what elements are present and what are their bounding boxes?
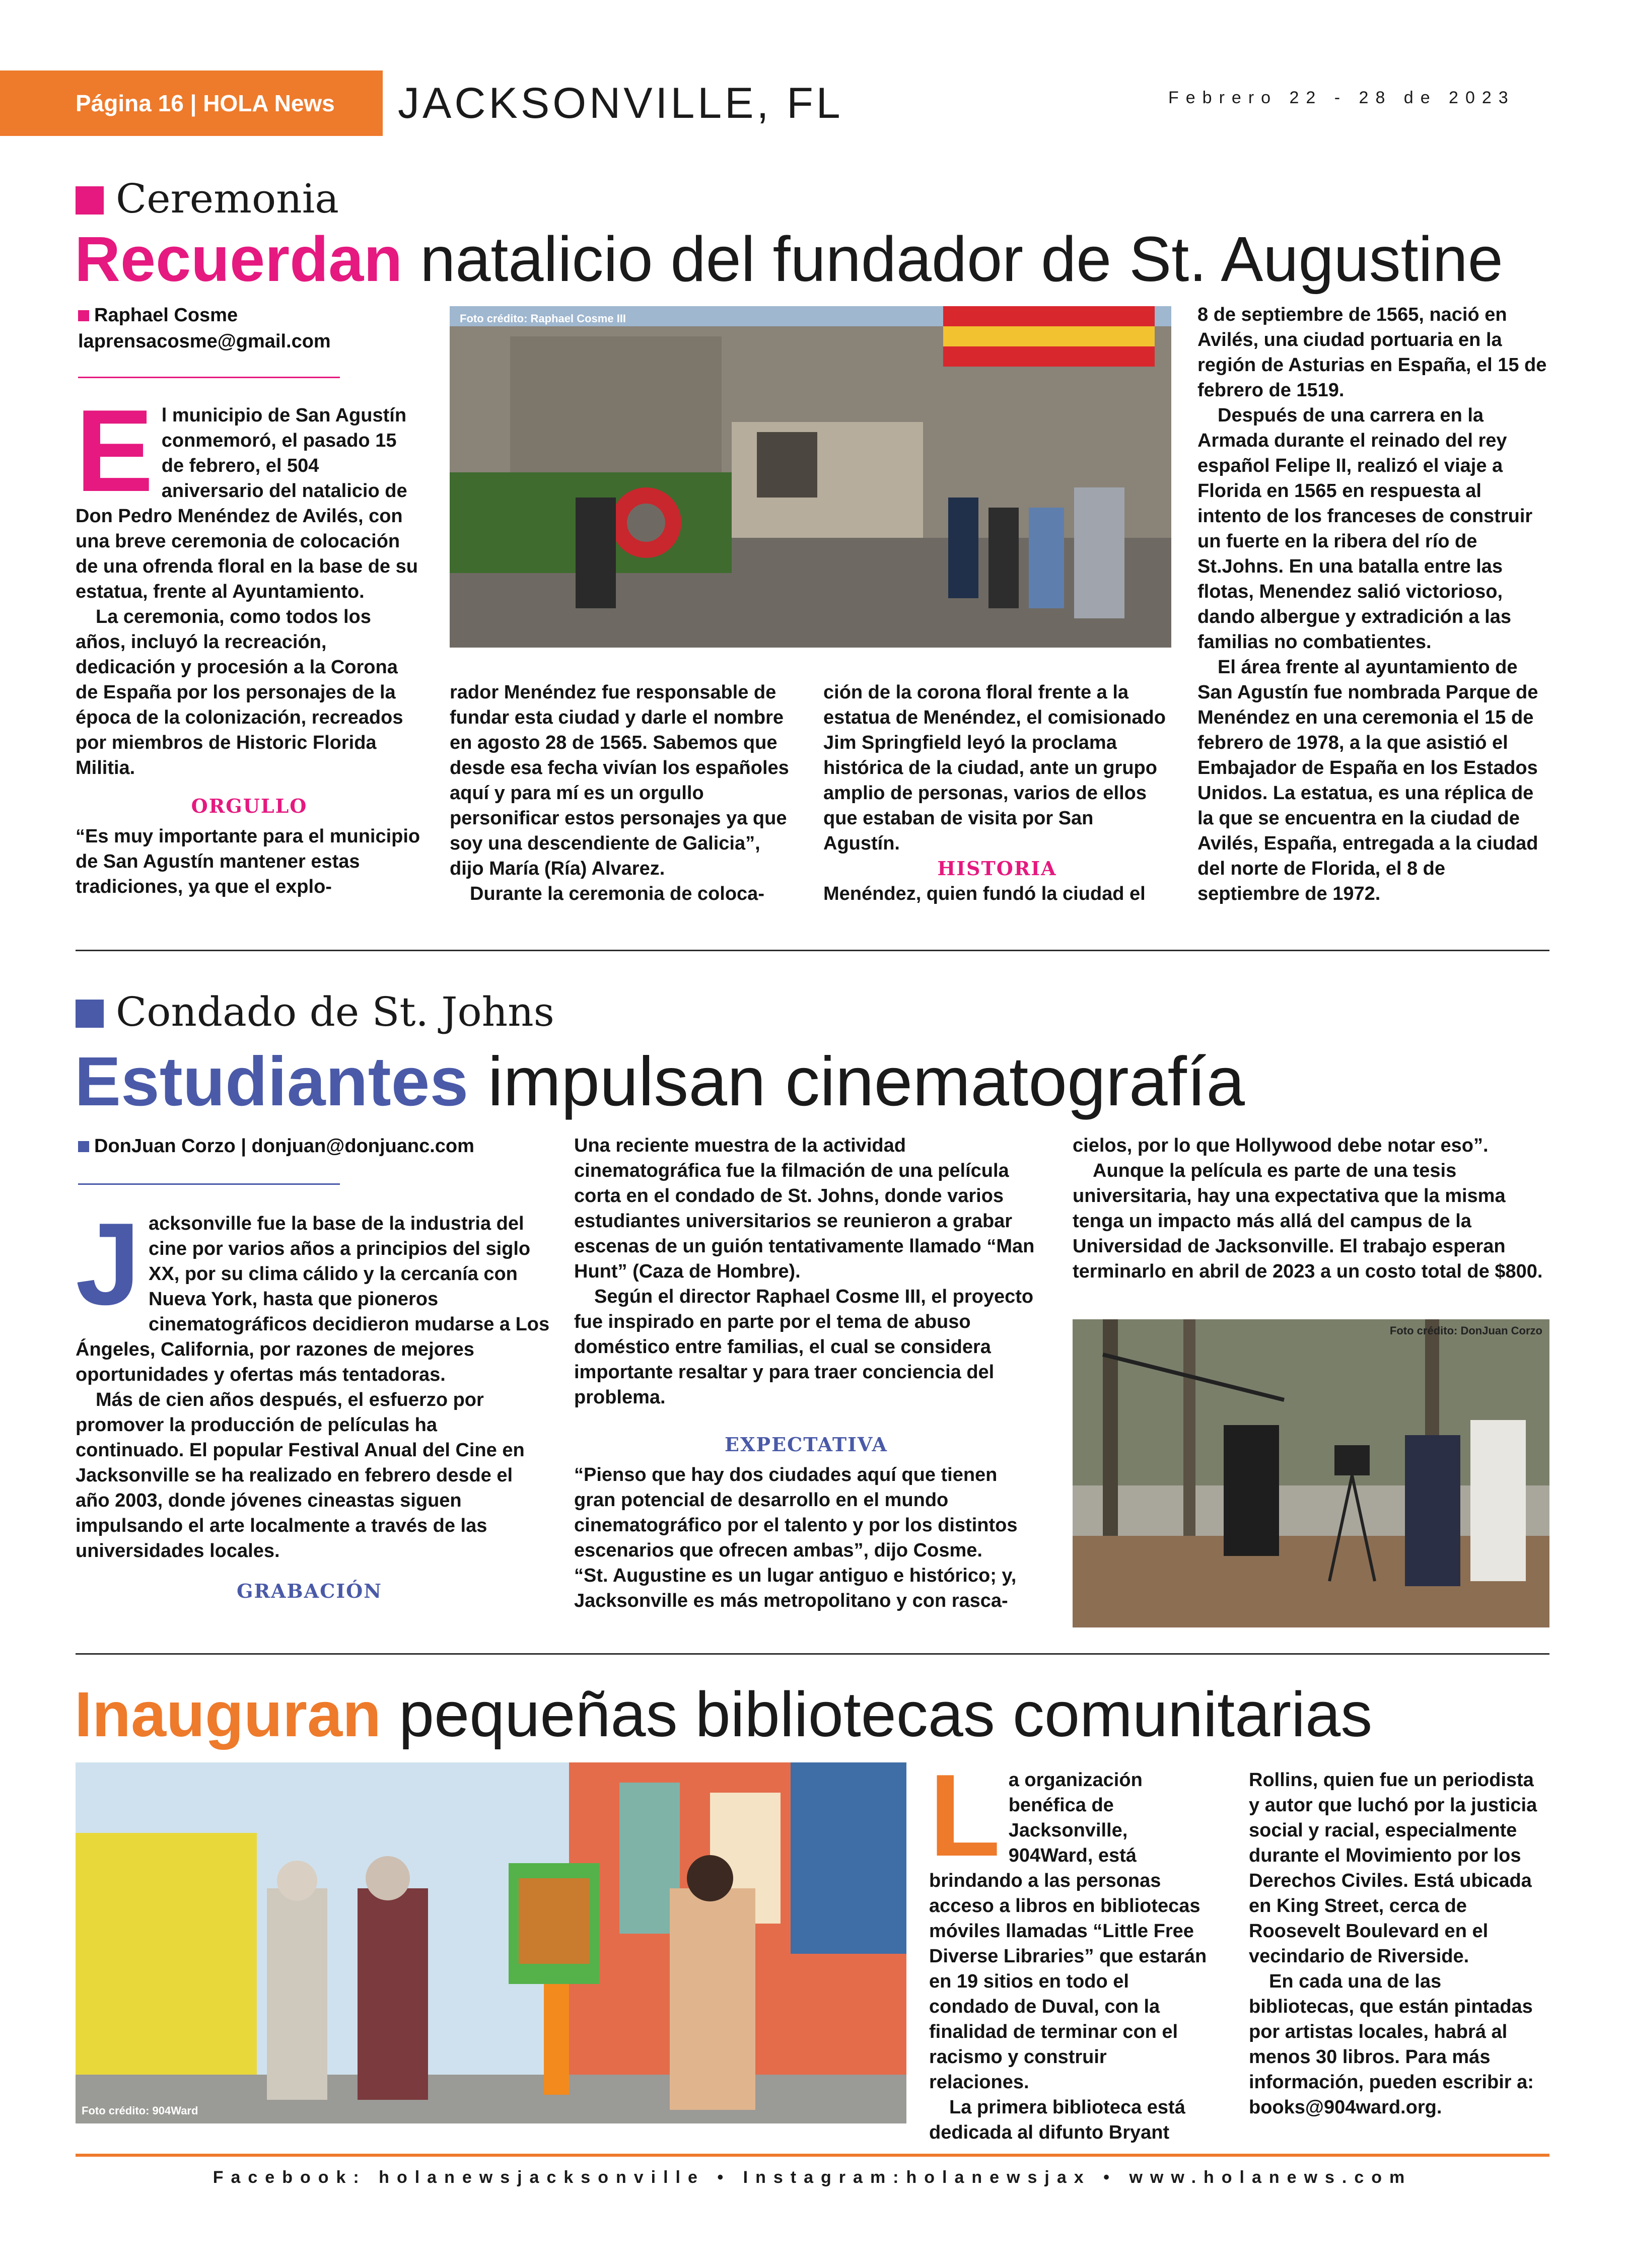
article1-headline-rest: natalicio del fundador de St. Augustine	[402, 224, 1503, 295]
article2-byline-rule	[78, 1183, 340, 1185]
footer-social-links: Facebook: holanewsjacksonville • Instagram:holanewsjax • www.holanews.com	[213, 2168, 1412, 2187]
article1-col4-p3: El área frente al ayuntamiento de San Agustín fue nombrada Parque de Menéndez en una ceremonia el 15 de febrero de 1978, a la que asistió el Embajador de España en los Estados Unidos. La estatua, es una réplica de la que se encuentra en la ciudad de Avilés, España, entregada a la ciudad del norte de Florida, el 8 de septiembre de 1972.	[1197, 657, 1538, 904]
article3-col1-p1: a organización benéfica de Jacksonville, 904Ward, está brindando a las personas acceso a libros en bibliotecas móviles llamadas “Little Free Diverse Libraries” que estarán en 19 sitios en todo el condado de Duval, con la finalidad de terminar con el racismo y construir relaciones.	[929, 1769, 1207, 2093]
section-city: JACKSONVILLE, FL	[398, 79, 843, 127]
article1-col1-p1: l municipio de San Agustín conmemoró, el pasado 15 de febrero, el 504 aniversario del natalicio de Don Pedro Menéndez de Avilés, con una breve ceremonia de colocación de una ofrenda floral en la base de su estatua, frente al Ayuntamiento.	[76, 405, 418, 602]
article2-photo-credit: Foto crédito: DonJuan Corzo	[1389, 1324, 1542, 1337]
byline-square-icon	[78, 1141, 89, 1152]
article1-author: Raphael Cosme	[94, 305, 238, 326]
article2-kicker-text: Condado de St. Johns	[116, 988, 554, 1035]
article1-col1-p2: La ceremonia, como todos los años, incluyó la recreación, dedicación y procesión a la Corona de España por los personajes de la época de la colonización, recreados por miembros de Historic Florida Militia.	[76, 606, 403, 778]
byline-square-icon	[78, 310, 89, 321]
article2-dropcap: J	[76, 1199, 141, 1329]
article2-col3-p1: cielos, por lo que Hollywood debe notar eso”.	[1073, 1135, 1489, 1156]
article1-kicker	[76, 174, 339, 224]
article2-col3-p2: Aunque la película es parte de una tesis universitaria, hay una expectativa que la misma tenga un impacto más allá del campus de la Universidad de Jacksonville. El trabajo esperan terminarlo en abril de 2023 a un costo total de $800.	[1073, 1160, 1543, 1282]
article2-col2-p4: “St. Augustine es un lugar antiguo e histórico; y, Jacksonville es más metropolitano y con rasca-	[574, 1565, 1017, 1611]
article2-author: DonJuan Corzo | donjuan@donjuanc.com	[94, 1136, 474, 1157]
article1-col1-p3: “Es muy importante para el municipio de San Agustín mantener estas tradiciones, ya que el explo-	[76, 826, 420, 897]
film-crew-photo-icon	[1073, 1319, 1549, 1627]
article1-column-2	[450, 680, 797, 906]
article1-photo-credit: Foto crédito: Raphael Cosme III	[460, 312, 626, 325]
article2-col2-p1: Una reciente muestra de la actividad cinematográfica fue la filmación de una película corta en el condado de St. Johns, donde varios estudiantes universitarios se reunieron a grabar escenas de un guión tentativamente llamado “Man Hunt” (Caza de Hombre).	[574, 1135, 1035, 1282]
article2-subhead-expectativa: EXPECTATIVA	[725, 1433, 888, 1456]
article1-col4-p1: 8 de septiembre de 1565, nació en Avilés, una ciudad portuaria en la región de Asturias en España, el 15 de febrero de 1519.	[1197, 304, 1547, 401]
article2-headline-rest: impulsan cinematografía	[468, 1043, 1245, 1120]
article2-col2-p3: “Pienso que hay dos ciudades aquí que tienen gran potencial de desarrollo en el mundo cinematográfico por el talento y por los distintos escenarios que ofrecen ambas”, dijo Cosme.	[574, 1464, 1018, 1561]
article1-headline	[75, 222, 1503, 297]
ceremony-photo-icon	[450, 306, 1171, 648]
article1-col2-p1: rador Menéndez fue responsable de fundar esta ciudad y darle el nombre en agosto 28 de 1565. Sabemos que desde esa fecha vivían los españoles aquí y para mí es un orgullo personificar estos personajes ya que soy una descendiente de Galicia”, dijo María (Ría) Alvarez.	[450, 682, 789, 879]
article1-column-1	[76, 386, 423, 899]
article2-col1-p2: Más de cien años después, el esfuerzo por promover la producción de películas ha continuado. El popular Festival Anual del Cine en Jacksonville se ha realizado en febrero desde el año 2003, donde jóvenes cineastas siguen impulsando el arte localmente a través de las universidades locales.	[76, 1389, 525, 1562]
article3-col1-p2: La primera biblioteca está dedicada al difunto Bryant	[929, 2097, 1185, 2143]
article2-kicker	[76, 987, 554, 1037]
article1-email: laprensacosme@gmail.com	[78, 331, 331, 352]
article2-col2-p2: Según el director Raphael Cosme III, el proyecto fue inspirado en parte por el tema de abuso doméstico entre familias, el cual se considera importante resaltar y para traer conciencia del problema.	[574, 1286, 1034, 1408]
article1-subhead-historia: HISTORIA	[937, 857, 1057, 880]
article2-column-2	[574, 1133, 1038, 1613]
section-divider-2	[76, 1653, 1549, 1655]
article3-headline	[75, 1677, 1372, 1752]
article1-column-3	[823, 680, 1171, 906]
article2-headline	[75, 1041, 1245, 1122]
article1-col3-p2: Menéndez, quien fundó la ciudad el	[823, 883, 1146, 904]
article3-col2-p1: Rollins, quien fue un periodista y autor que luchó por la justicia social y racial, especialmente durante el Movimiento por los Derechos Civiles. Está ubicada en King Street, cerca de Roosevelt Boulevard en el vecindario de Riverside.	[1249, 1769, 1537, 1967]
article1-col3-p1: ción de la corona floral frente a la estatua de Menéndez, el comisionado Jim Springfield leyó la proclama histórica de la ciudad, ante un grupo amplio de personas, varios de ellos que estaban de visita por San Agustín.	[823, 682, 1166, 854]
article1-headline-lead: Recuerdan	[75, 224, 403, 295]
article2-column-1	[76, 1199, 550, 1609]
page-number-tab: Página 16 | HOLA News	[0, 70, 383, 136]
article2-photo	[1073, 1319, 1549, 1627]
article2-column-3	[1073, 1133, 1549, 1284]
article1-col4-p2: Después de una carrera en la Armada durante el reinado del rey español Felipe II, realizó el viaje a Florida en 1565 en respuesta al intento de los franceses de construir un fuerte en la ribera del río de St.Johns. En una batalla entre las flotas, Menendez salió victorioso, dando albergue y extradición a las familias no combatientes.	[1197, 405, 1533, 653]
article2-subhead-grabacion: GRABACIÓN	[237, 1580, 382, 1602]
kicker-square-icon	[76, 1000, 104, 1028]
article1-dropcap: E	[76, 386, 154, 516]
article1-subhead-orgullo: ORGULLO	[191, 795, 308, 817]
article3-dropcap: L	[929, 1750, 1001, 1881]
article3-photo	[76, 1762, 906, 2123]
article3-headline-rest: pequeñas bibliotecas comunitarias	[381, 1679, 1373, 1750]
article2-col1-p1: acksonville fue la base de la industria del cine por varios años a principios del siglo XX, por su clima cálido y la cercanía con Nueva York, hasta que pioneros cinematográficos decidieron mudarse a Los Ángeles, California, por razones de mejores oportunidades y ofertas más tentadoras.	[76, 1213, 550, 1385]
article1-byline	[78, 302, 370, 355]
article3-column-2	[1249, 1767, 1549, 2120]
article1-kicker-text: Ceremonia	[116, 175, 339, 222]
article3-column-1	[929, 1750, 1211, 2145]
article1-byline-rule	[78, 377, 340, 378]
library-photo-icon	[76, 1762, 906, 2123]
article3-col2-p2: En cada una de las bibliotecas, que están pintadas por artistas locales, habrá al menos 30 libros. Para más información, pueden escribir a: books@904ward.org.	[1249, 1971, 1534, 2118]
article2-headline-lead: Estudiantes	[75, 1043, 469, 1120]
article2-byline	[78, 1133, 531, 1159]
article1-photo	[450, 306, 1171, 648]
article3-headline-lead: Inauguran	[75, 1679, 382, 1750]
footer-rule	[76, 2154, 1549, 2157]
article1-col2-p2: Durante la ceremonia de coloca-	[470, 883, 764, 904]
article1-column-4	[1197, 302, 1550, 906]
kicker-square-icon	[76, 186, 104, 215]
issue-date: Febrero 22 - 28 de 2023	[1168, 88, 1515, 107]
section-divider-1	[76, 950, 1549, 951]
article3-photo-credit: Foto crédito: 904Ward	[82, 2104, 198, 2117]
